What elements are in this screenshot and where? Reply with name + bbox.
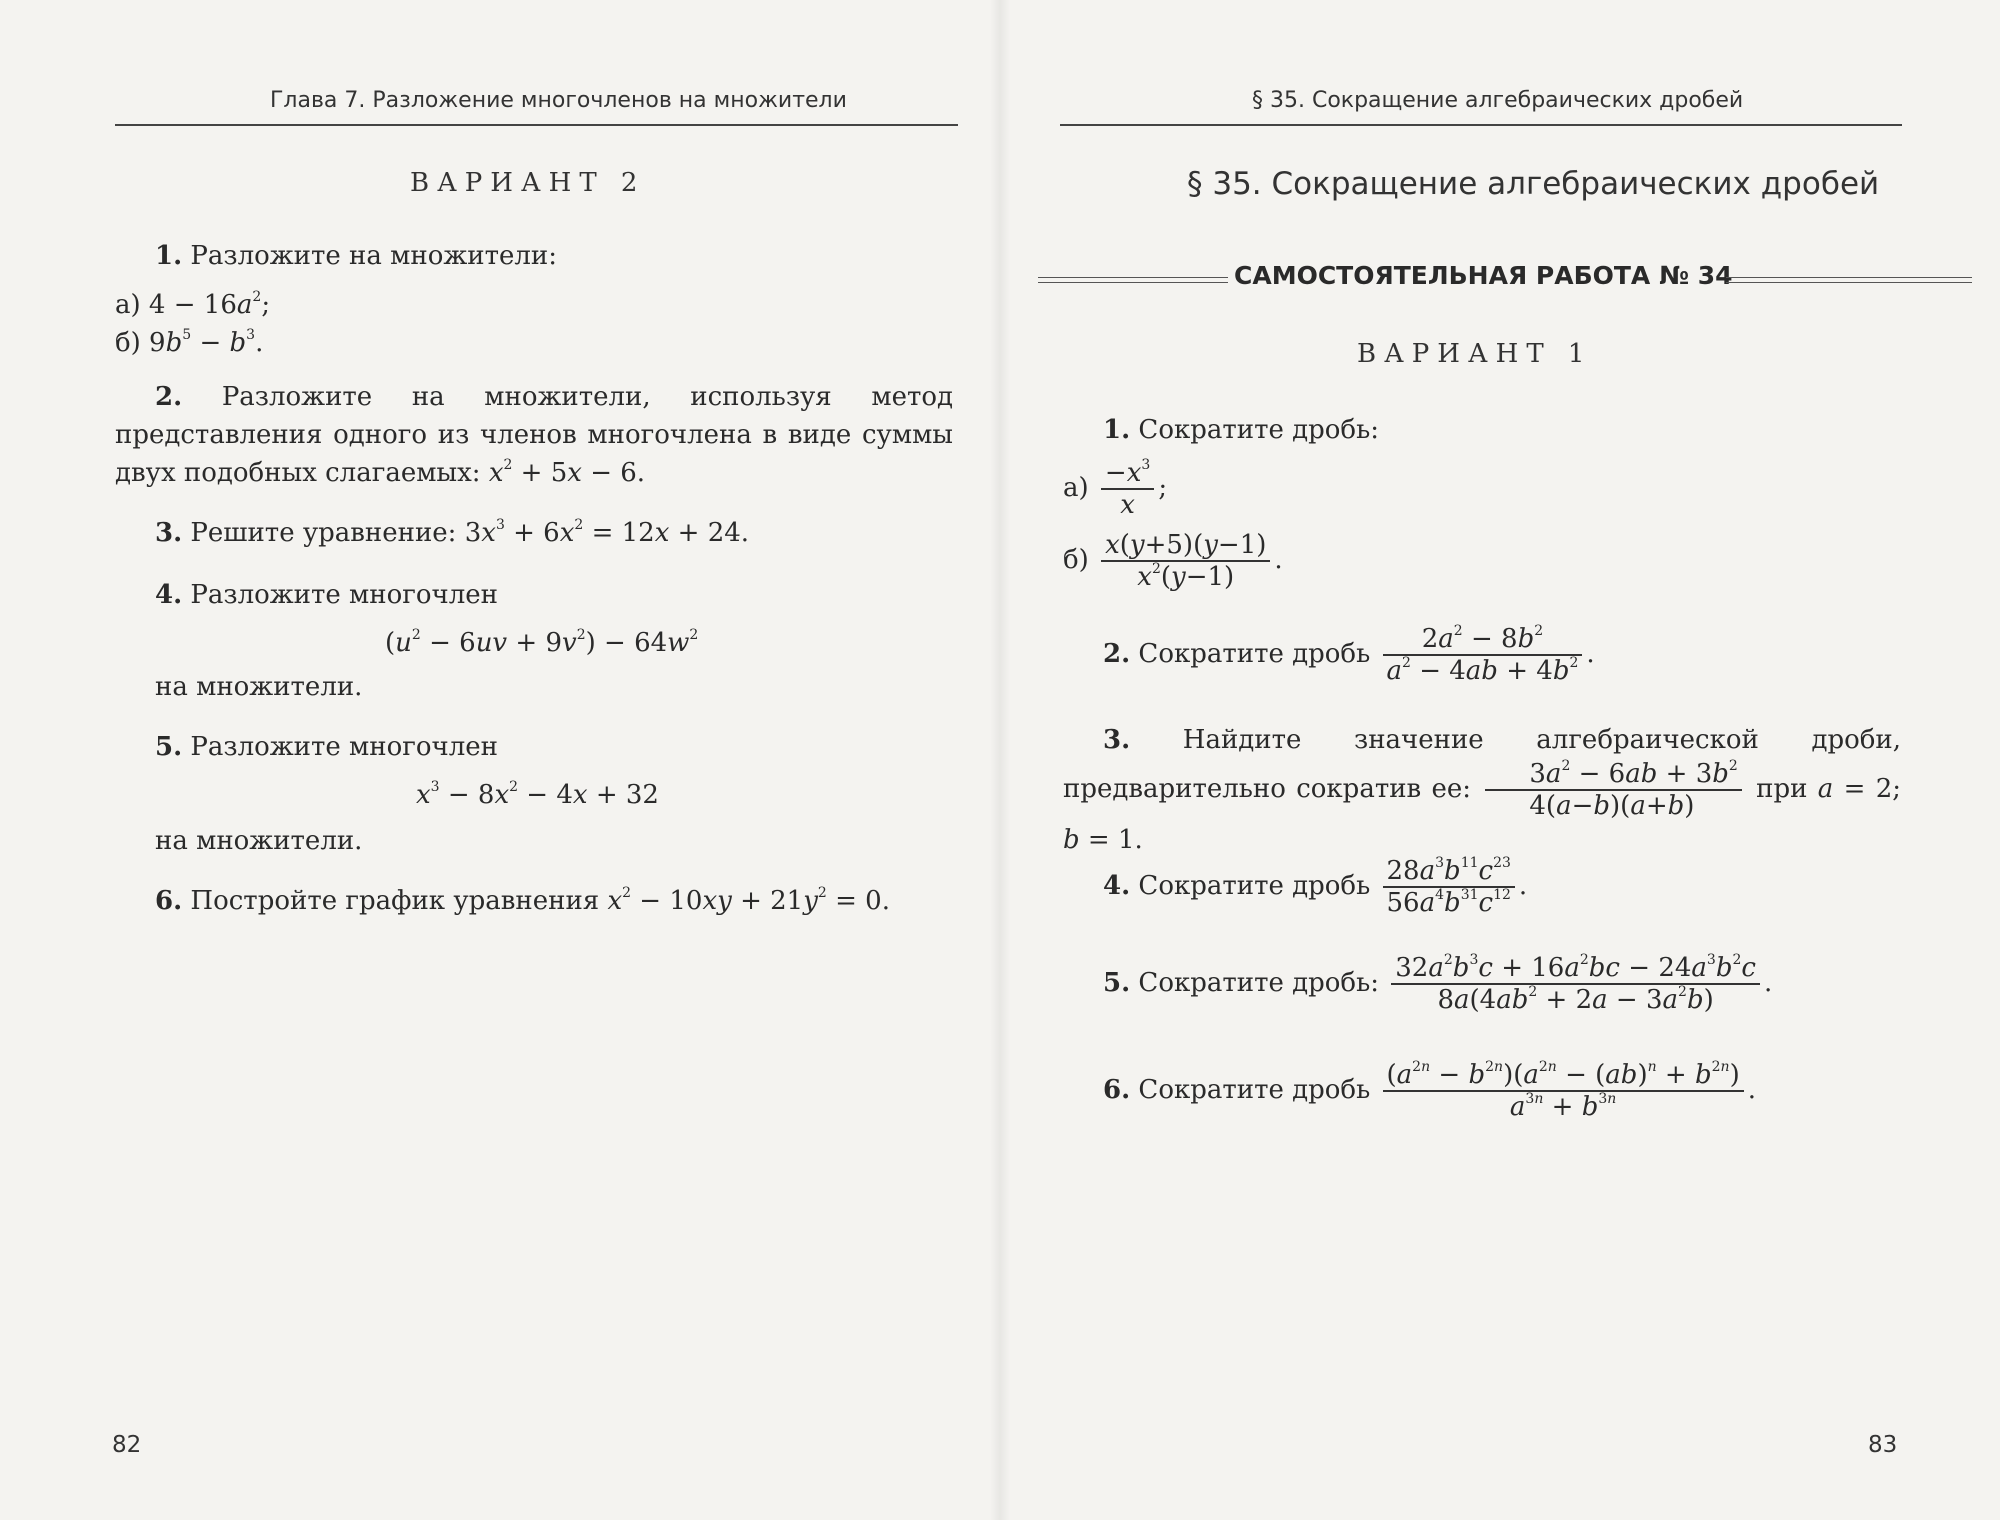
left-task5-expr: $x^3 - 8x^2 - 4x + 32$ — [416, 779, 659, 810]
left-task2: 2. Разложите на множители, используя метод представления одного из членов многочлена в виде суммы двух подобных слагаемых: $x^2 + 5x - 6$. — [115, 382, 954, 488]
left-task5: 5. Разложите многочлен — [155, 732, 498, 762]
left-task4: 4. Разложите многочлен — [155, 580, 498, 610]
work-title-line-right — [1726, 277, 1972, 283]
right-task3: 3. Найдите значение алгебраической дроби, предварительно сократив ее: $\frac{3a^2 - 6ab + 3b^2}{4(a-b)(a+b)}$ при a = 2; b = 1. — [1063, 725, 1902, 855]
left-task4-tail: на множители. — [155, 672, 363, 702]
left-task1: 1. Разложите на множители: — [155, 241, 557, 271]
left-task3: 3. Решите уравнение: $3x^3 + 6x^2 = 12x + 24$. — [155, 517, 750, 548]
right-task1-b: б) $\frac{x(y+5)(y-1)}{x^2(y-1)}$ . — [1063, 530, 1283, 592]
left-task4-expr: $(u^2 - 6uv + 9v^2) - 64w^2$ — [385, 627, 699, 658]
left-task1-b: б) $9b^5 - b^3$. — [115, 327, 264, 358]
left-page-number: 82 — [112, 1432, 142, 1458]
right-task4: 4. Сократите дробь $\frac{28a^3b^{11}c^{23}}{56a^4b^{31}c^{12}}$ . — [1103, 855, 1528, 918]
left-task5-tail: на множители. — [155, 826, 363, 856]
work-title: САМОСТОЯТЕЛЬНАЯ РАБОТА № 34 — [1234, 261, 1733, 290]
left-task1-a: а) $4 - 16a^2$; — [115, 289, 271, 320]
left-variant-title: ВАРИАНТ 2 — [410, 168, 646, 198]
right-head-rule — [1060, 124, 1902, 126]
work-title-line-left — [1038, 277, 1228, 283]
right-task6: 6. Сократите дробь $\frac{(a^{2n} - b^{2n})(a^{2n} - (ab)^n + b^{2n})}{a^{3n} + b^{3n}}$ . — [1103, 1059, 1756, 1122]
right-variant-title: ВАРИАНТ 1 — [1357, 339, 1593, 369]
right-running-head: § 35. Сокращение алгебраических дробей — [1252, 88, 1744, 113]
left-running-head: Глава 7. Разложение многочленов на множители — [270, 88, 847, 113]
left-task6: 6. Постройте график уравнения $x^2 - 10xy + 21y^2 = 0$. — [155, 885, 890, 916]
right-task5: 5. Сократите дробь: $\frac{32a^2b^3c + 16a^2bc - 24a^3b^2c}{8a(4ab^2 + 2a - 3a^2b)}$ . — [1103, 952, 1773, 1015]
section-title: § 35. Сокращение алгебраических дробей — [1187, 166, 1880, 202]
left-head-rule — [115, 124, 958, 126]
right-task2: 2. Сократите дробь $\frac{2a^2 - 8b^2}{a^2 - 4ab + 4b^2}$ . — [1103, 623, 1595, 686]
right-task1-a: а) $\frac{-x^3}{x}$ ; — [1063, 457, 1168, 520]
right-task1: 1. Сократите дробь: — [1103, 415, 1379, 445]
right-page — [1000, 0, 2000, 1520]
right-page-number: 83 — [1868, 1432, 1898, 1458]
